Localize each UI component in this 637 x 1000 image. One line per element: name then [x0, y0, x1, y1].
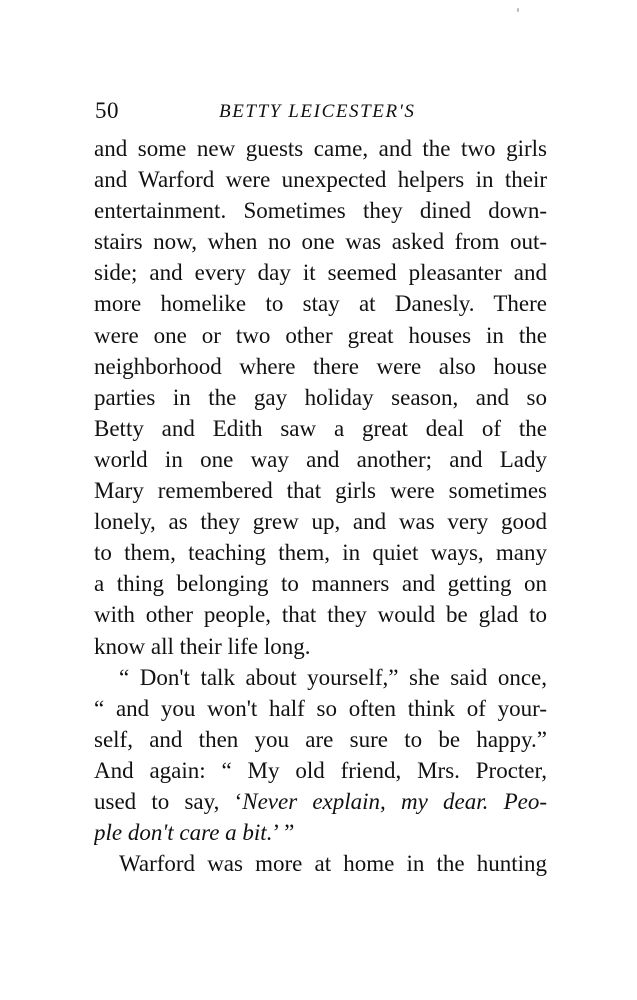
text-line: with other people, that they would be glad to [94, 602, 547, 628]
line-segment: used to say, ‘ [94, 788, 243, 814]
text-line: parties in the gay holiday season, and so [94, 384, 547, 410]
text-line: “ Don't talk about yourself,” she said once, [119, 664, 547, 690]
paragraph-end-line [94, 817, 547, 848]
text-line: Mary remembered that girls were sometimes [94, 478, 547, 504]
text-line: a thing belonging to manners and getting on [94, 571, 547, 597]
book-title: BETTY LEICESTER'S [219, 101, 416, 122]
text-line: lonely, as they grew up, and was very good [94, 509, 547, 535]
text-line: entertainment. Sometimes they dined down- [94, 198, 547, 224]
text-line: more homelike to stay at Danesly. There [94, 291, 547, 317]
text-line: were one or two other great houses in the [94, 322, 547, 348]
text-line: And again: “ My old friend, Mrs. Procter, [94, 757, 547, 783]
text-line: side; and every day it seemed pleasanter and [94, 260, 547, 286]
text-line: world in one way and another; and Lady [94, 446, 547, 472]
text-line: stairs now, when no one was asked from out- [94, 229, 547, 255]
body-text [94, 133, 547, 879]
italic-phrase: Never explain, my dear. [242, 788, 489, 814]
paragraph-end-line: know all their life long. [94, 633, 311, 659]
text-line: neighborhood where there were also house [94, 353, 547, 379]
text-line [94, 786, 547, 817]
italic-phrase: Peo- [503, 788, 547, 814]
line-segment: ’ ” [272, 820, 295, 846]
text-line: and Warford were unexpected helpers in their [94, 167, 547, 193]
text-line: and some new guests came, and the two girls [94, 136, 547, 161]
page-number: 50 [95, 98, 119, 123]
text-line: to them, teaching them, in quiet ways, many [94, 540, 547, 566]
text-line: self, and then you are sure to be happy.” [94, 726, 547, 752]
text-line: Warford was more at home in the hunting [119, 851, 547, 877]
italic-phrase: ple don't care a bit. [94, 820, 273, 846]
text-line: “ and you won't half so often think of your- [94, 695, 547, 721]
running-head [95, 96, 547, 126]
text-line: Betty and Edith saw a great deal of the [94, 415, 547, 441]
page-speck [517, 8, 519, 12]
